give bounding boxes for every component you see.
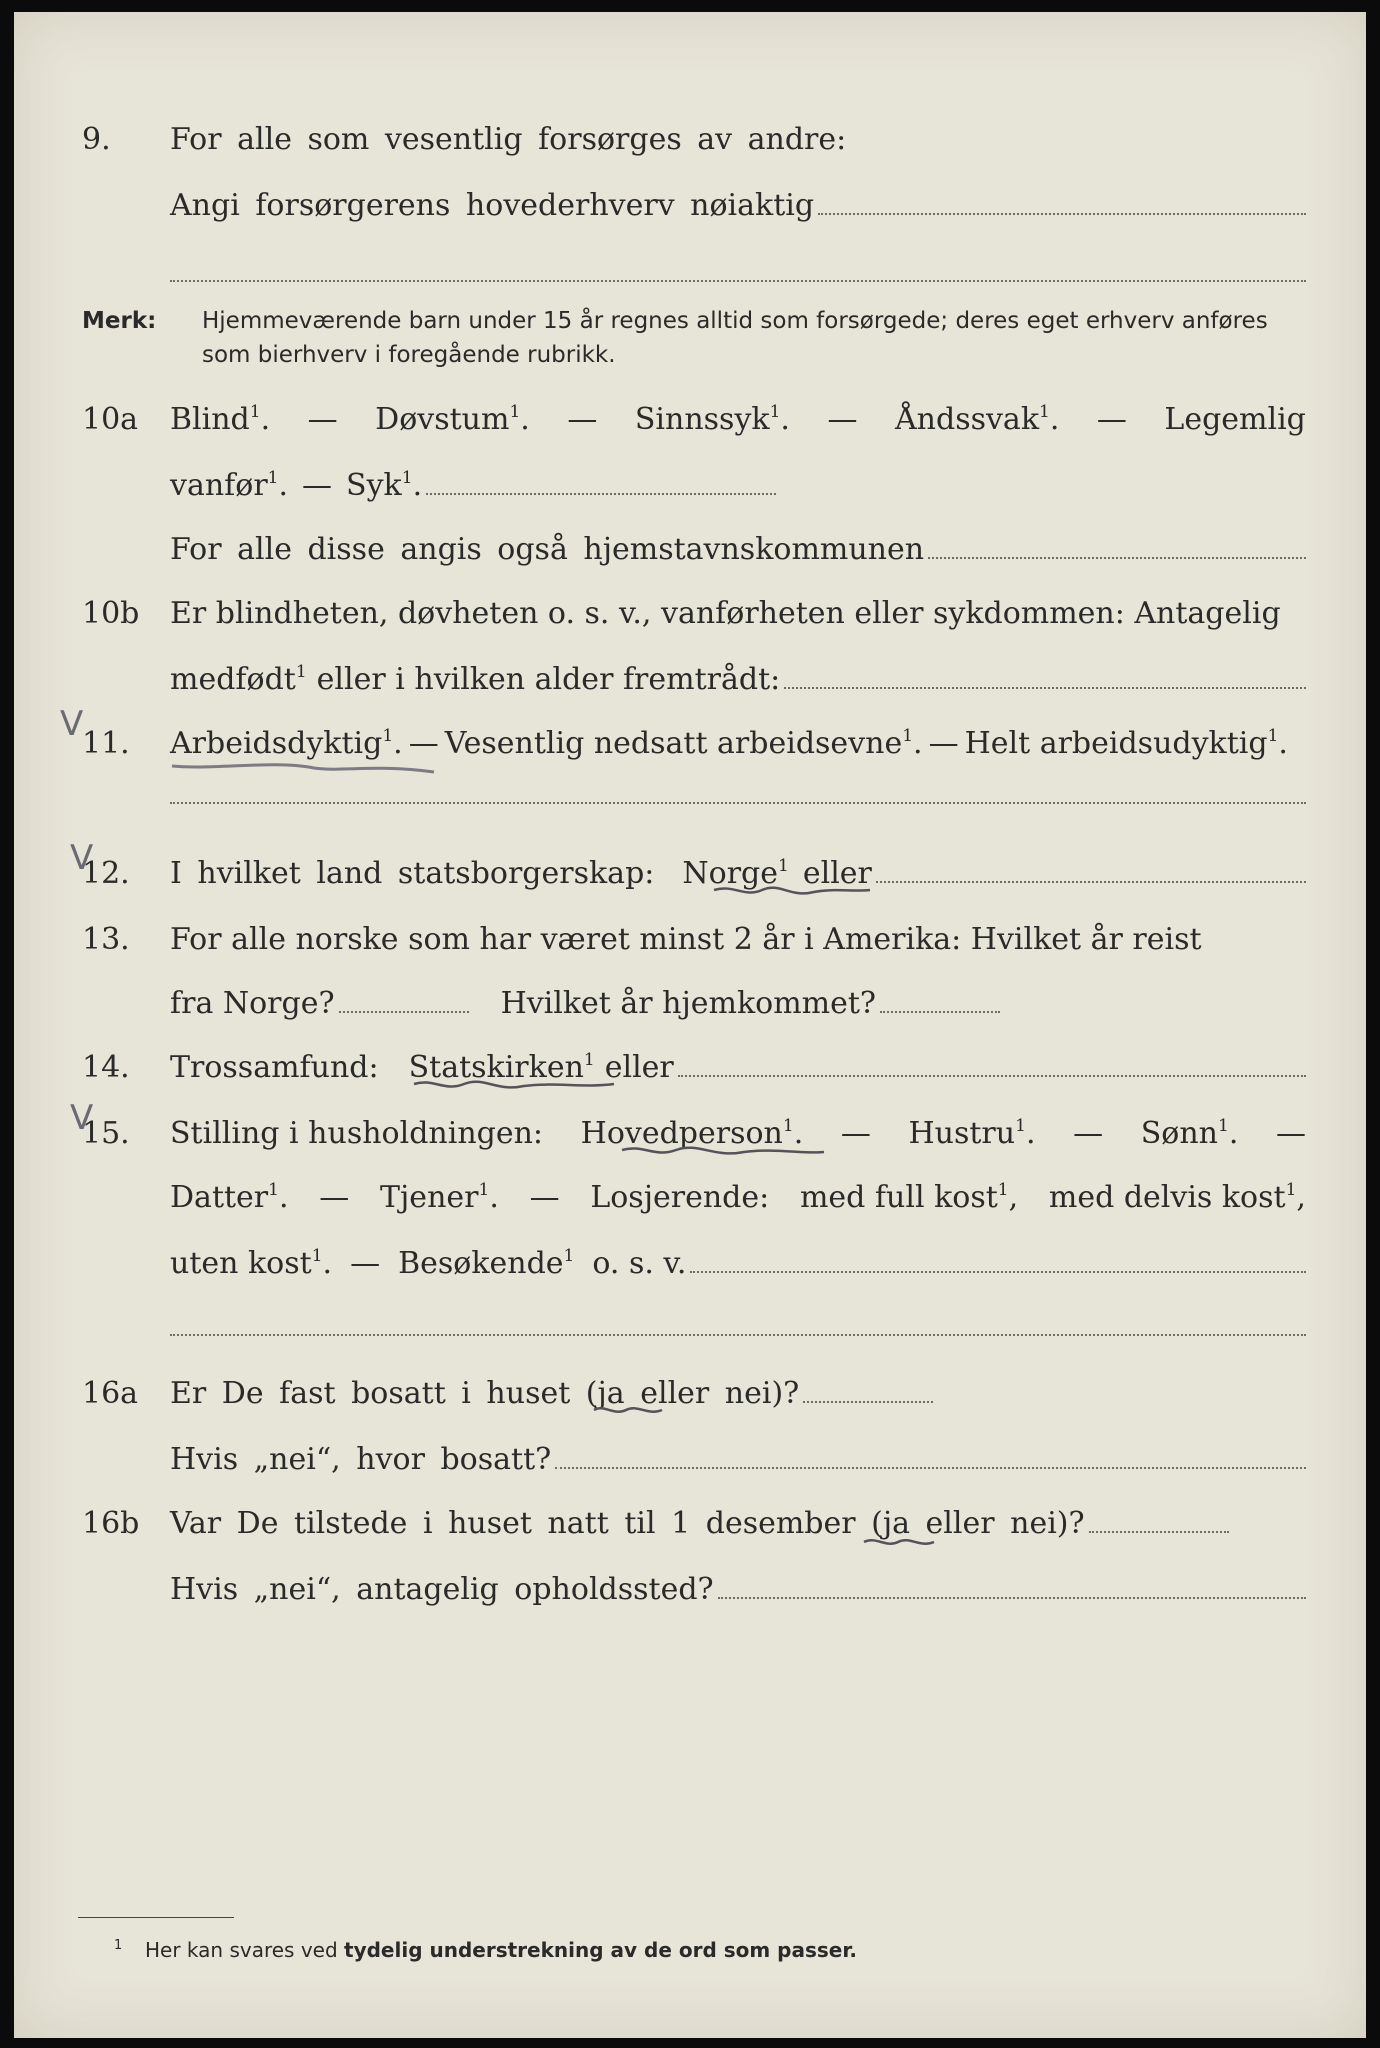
question-text: Trossamfund: — [170, 1050, 379, 1085]
note-text: Hjemmeværende barn under 15 år regnes alltid som forsørgede; deres eget erhverv anføres som bierhverv i foregående rubrikk. — [202, 308, 1268, 368]
question-11-line: 11. Arbeidsdyktig$^1$. — Vesentlig nedsatt arbeidsevne$^1$. — Helt arbeidsudyktig$^1$. — [82, 726, 1288, 761]
option-helt-arbeidsudyktig[interactable]: Helt arbeidsudyktig — [964, 726, 1268, 761]
underline-ja-16b — [864, 1540, 934, 1543]
option-vanfor[interactable]: vanfør — [170, 468, 268, 503]
option-sonn[interactable]: Sønn — [1140, 1116, 1218, 1151]
option-dovstum[interactable]: Døvstum — [375, 402, 510, 437]
underline-ja-16a — [594, 1408, 662, 1411]
question-text: For alle disse angis også hjemstavnskommunen — [170, 532, 925, 567]
question-15-line-2: Datter$^1$. — Tjener$^1$. — Losjerende: med full kost$^1$, med delvis kost$^1$, — [170, 1180, 1306, 1215]
question-text: Angi forsørgerens hovederhverv nøiaktig — [170, 188, 815, 223]
underline-arbeidsdyktig — [172, 765, 434, 772]
question-text: For alle norske som har været minst 2 år i Amerika: Hvilket år reist — [170, 922, 1202, 957]
option-uten-kost[interactable]: uten kost — [170, 1246, 312, 1281]
question-number: 10b — [82, 596, 140, 631]
option-norge[interactable]: Norge — [682, 856, 779, 891]
question-text: Er De fast bosatt i huset (ja eller nei)? — [170, 1376, 800, 1411]
question-15-line-3: uten kost$^1$. — Besøkende$^1$ o. s. v. — [14, 1246, 1366, 1286]
question-10a-line-2: vanfør$^1$. — Syk$^1$. — [14, 468, 1366, 508]
question-number: 9. — [82, 122, 111, 157]
option-medfodt[interactable]: medfødt — [170, 662, 296, 697]
question-text: For alle som vesentlig forsørges av andre: — [170, 122, 847, 157]
question-text: eller i hvilken alder fremtrådt: — [316, 662, 781, 697]
question-10a-line-1: 10a Blind$^1$. — Døvstum$^1$. — Sinnssyk$^1$. — Åndssvak$^1$. — Legemlig — [82, 402, 1306, 437]
option-legemlig[interactable]: Legemlig — [1164, 402, 1306, 437]
underline-norge — [714, 888, 870, 894]
question-text: fra Norge? — [170, 986, 335, 1021]
question-text: Hvis „nei“, antagelig opholdssted? — [170, 1572, 714, 1607]
option-med-delvis-kost[interactable]: med delvis kost — [1048, 1180, 1286, 1215]
census-form-page — [14, 12, 1366, 2038]
question-number: 15. — [82, 1116, 130, 1151]
option-med-full-kost[interactable]: med full kost — [799, 1180, 998, 1215]
note-label: Merk: — [82, 308, 157, 334]
question-number: 14. — [82, 1050, 130, 1085]
check-mark: V — [60, 704, 84, 744]
check-mark: V — [70, 1098, 94, 1138]
option-statskirken[interactable]: Statskirken — [408, 1050, 584, 1085]
question-14-line: 14. Trossamfund: Statskirken$^1$ eller — [14, 1050, 1366, 1090]
option-hustru[interactable]: Hustru — [908, 1116, 1016, 1151]
question-text: Stilling i husholdningen: — [170, 1116, 544, 1151]
option-sinnssyk[interactable]: Sinnssyk — [634, 402, 770, 437]
question-text: Er blindheten, døvheten o. s. v., vanførheten eller sykdommen: Antagelig — [170, 596, 1281, 631]
option-blind[interactable]: Blind — [170, 402, 250, 437]
option-vesentlig-nedsatt[interactable]: Vesentlig nedsatt arbeidsevne — [444, 726, 903, 761]
question-text: Hvis „nei“, hvor bosatt? — [170, 1442, 552, 1477]
footnote: $^1$ Her kan svares ved tydelig understrekning av de ord som passer. — [114, 1938, 857, 1962]
option-datter[interactable]: Datter — [170, 1180, 269, 1215]
option-hovedperson[interactable]: Hovedperson — [580, 1116, 783, 1151]
question-number: 13. — [82, 922, 130, 957]
option-besokende[interactable]: Besøkende — [398, 1246, 564, 1281]
pencil-underlines — [14, 12, 1366, 2038]
question-text: Hvilket år hjemkommet? — [500, 986, 877, 1021]
option-syk[interactable]: Syk — [346, 468, 402, 503]
question-number: 11. — [82, 726, 130, 761]
underline-hovedperson — [622, 1148, 824, 1154]
question-12-line: 12. I hvilket land statsborgerskap: Norge$^1$ eller — [14, 856, 1366, 896]
question-text: I hvilket land statsborgerskap: — [170, 856, 655, 891]
question-text: Var De tilstede i huset natt til 1 desember (ja eller nei)? — [170, 1506, 1085, 1541]
question-number: 16b — [82, 1506, 140, 1541]
option-andssvak[interactable]: Åndssvak — [895, 402, 1039, 437]
question-15-line-1: 15. Stilling i husholdningen: Hovedperson$^1$. — Hustru$^1$. — Sønn$^1$. — — [82, 1116, 1306, 1151]
option-arbeidsdyktig[interactable]: Arbeidsdyktig — [170, 726, 383, 761]
question-number: 12. — [82, 856, 130, 891]
underline-statskirken — [414, 1082, 614, 1088]
option-tjener[interactable]: Tjener — [380, 1180, 479, 1215]
question-number: 10a — [82, 402, 139, 437]
option-losjerende: Losjerende: — [590, 1180, 770, 1215]
check-mark: V — [70, 838, 94, 878]
question-10b-line-2: medfødt$^1$ eller i hvilken alder fremtrådt: — [14, 662, 1366, 702]
question-number: 16a — [82, 1376, 139, 1411]
